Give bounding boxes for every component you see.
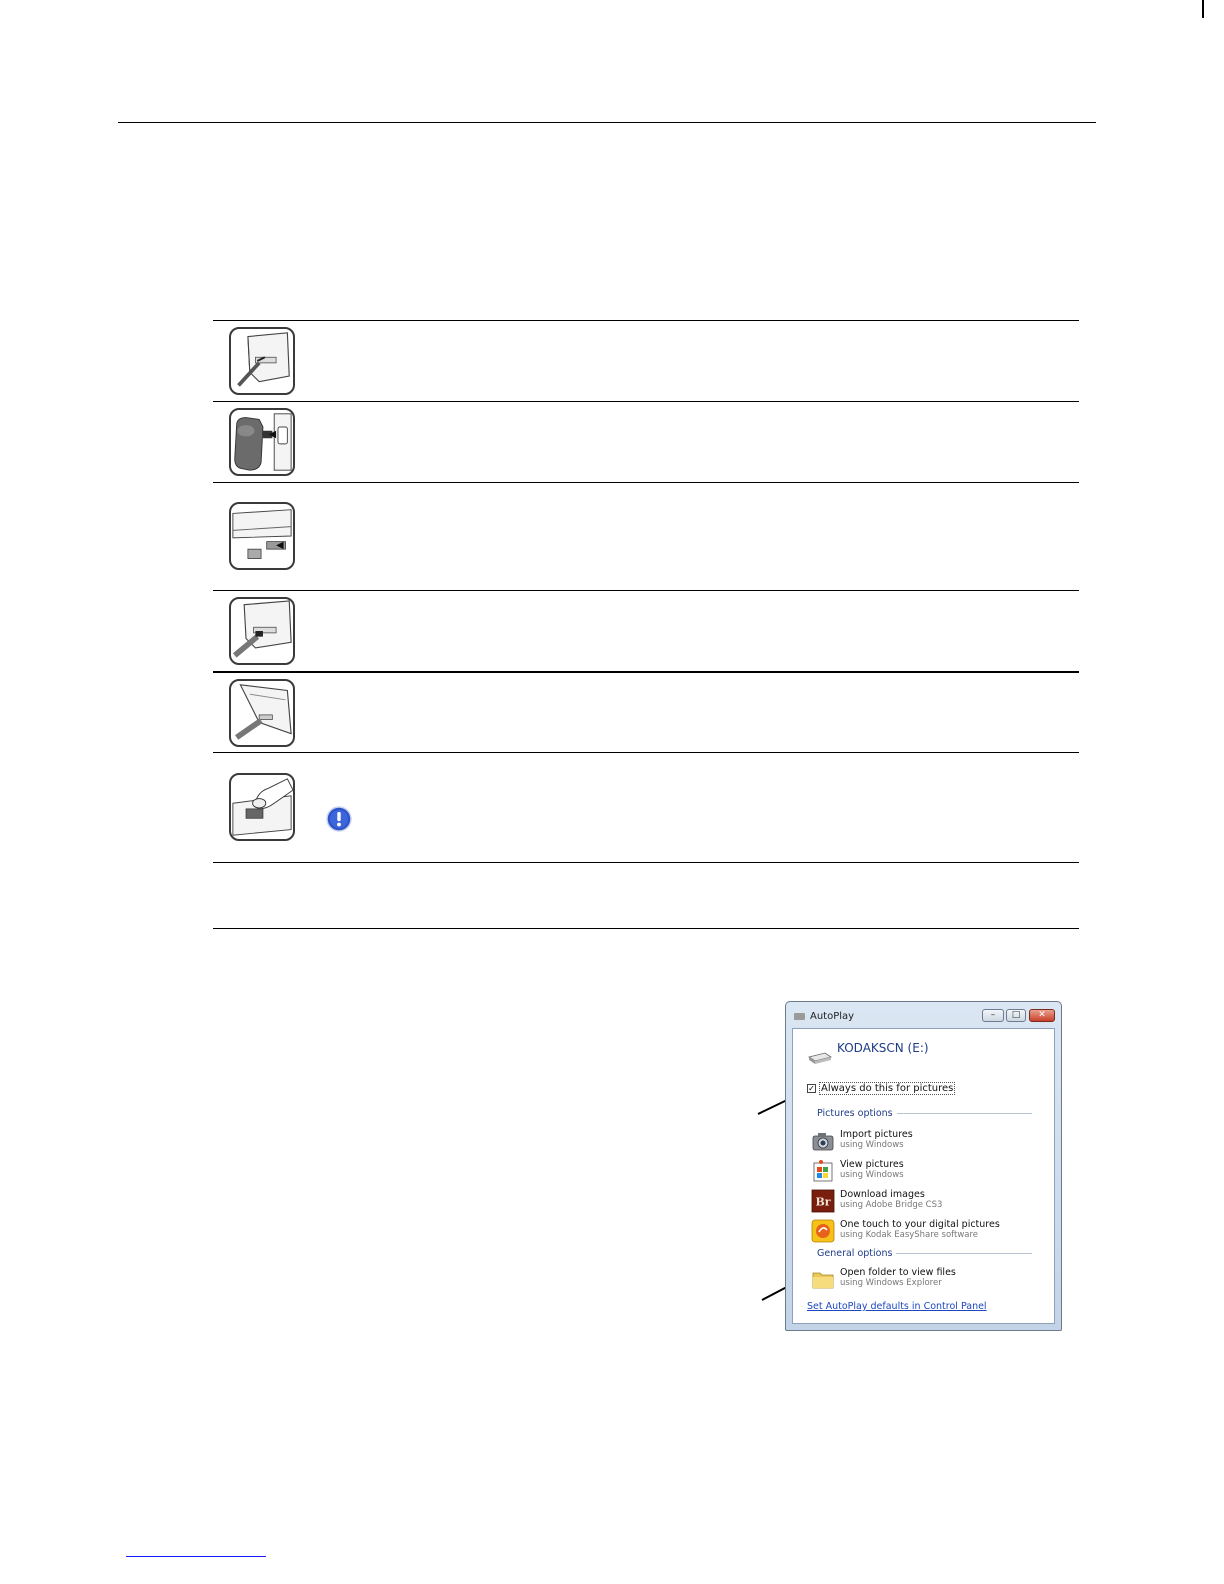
option-label: One touch to your digital pictures bbox=[840, 1219, 1000, 1230]
usb-cable-scanner-icon bbox=[229, 597, 295, 665]
table-rule bbox=[213, 482, 1079, 483]
option-import-pictures[interactable] bbox=[811, 1129, 913, 1153]
table-rule bbox=[213, 320, 1079, 321]
option-label: View pictures bbox=[840, 1159, 904, 1170]
heading-divider bbox=[896, 1253, 1032, 1254]
kodak-easyshare-icon bbox=[811, 1219, 835, 1243]
window-title: AutoPlay bbox=[810, 1011, 855, 1022]
heading-divider bbox=[897, 1113, 1032, 1114]
memory-card-icon bbox=[229, 502, 295, 570]
option-view-pictures[interactable] bbox=[811, 1159, 904, 1183]
page-edge-mark bbox=[1202, 0, 1204, 18]
usb-cable-computer-icon bbox=[229, 679, 295, 747]
power-adapter-icon bbox=[229, 408, 295, 476]
table-rule bbox=[213, 862, 1079, 863]
table-rule bbox=[213, 928, 1079, 929]
option-open-folder[interactable] bbox=[811, 1267, 956, 1291]
minimize-button[interactable]: – bbox=[982, 1009, 1004, 1022]
removable-drive-icon bbox=[807, 1051, 833, 1065]
option-label: Import pictures bbox=[840, 1129, 913, 1140]
info-icon bbox=[326, 806, 352, 832]
table-rule bbox=[213, 590, 1079, 591]
always-checkbox-label[interactable]: Always do this for pictures bbox=[821, 1082, 954, 1094]
option-kodak-easyshare[interactable] bbox=[811, 1219, 1000, 1243]
drive-small-icon bbox=[794, 1013, 805, 1020]
option-sublabel: using Windows Explorer bbox=[840, 1278, 942, 1288]
autoplay-window bbox=[785, 1001, 1062, 1331]
pictures-options-heading-text: Pictures options bbox=[817, 1108, 893, 1119]
power-button-icon bbox=[229, 773, 295, 841]
close-button[interactable]: ✕ bbox=[1029, 1009, 1055, 1022]
table-rule bbox=[213, 401, 1079, 402]
photo-viewer-icon bbox=[811, 1159, 835, 1183]
option-download-images[interactable] bbox=[811, 1189, 942, 1213]
header-rule bbox=[118, 122, 1096, 123]
maximize-button[interactable]: □ bbox=[1006, 1009, 1026, 1022]
option-label: Open folder to view files bbox=[840, 1267, 956, 1278]
table-rule bbox=[213, 752, 1079, 753]
svg-text:Br: Br bbox=[815, 1195, 831, 1209]
control-panel-link[interactable]: Set AutoPlay defaults in Control Panel bbox=[807, 1301, 987, 1312]
always-do-this-checkbox-row[interactable] bbox=[807, 1081, 955, 1095]
table-rule bbox=[213, 671, 1079, 673]
option-label: Download images bbox=[840, 1189, 925, 1200]
drive-name: KODAKSCN (E:) bbox=[837, 1041, 929, 1055]
general-options-heading-text: General options bbox=[817, 1248, 893, 1259]
option-sublabel: using Windows bbox=[840, 1170, 904, 1180]
footer-link-underline[interactable] bbox=[126, 1556, 266, 1557]
option-sublabel: using Adobe Bridge CS3 bbox=[840, 1200, 943, 1210]
folder-icon bbox=[811, 1267, 835, 1291]
adobe-bridge-icon bbox=[811, 1189, 835, 1213]
option-sublabel: using Kodak EasyShare software bbox=[840, 1230, 979, 1240]
autoplay-client-area bbox=[792, 1028, 1055, 1324]
scanner-cable-icon bbox=[229, 327, 295, 395]
pictures-options-heading bbox=[817, 1108, 1032, 1119]
always-checkbox[interactable]: ✓ bbox=[808, 1083, 815, 1093]
option-sublabel: using Windows bbox=[840, 1140, 904, 1150]
camera-icon bbox=[811, 1129, 835, 1153]
general-options-heading bbox=[817, 1248, 1032, 1259]
